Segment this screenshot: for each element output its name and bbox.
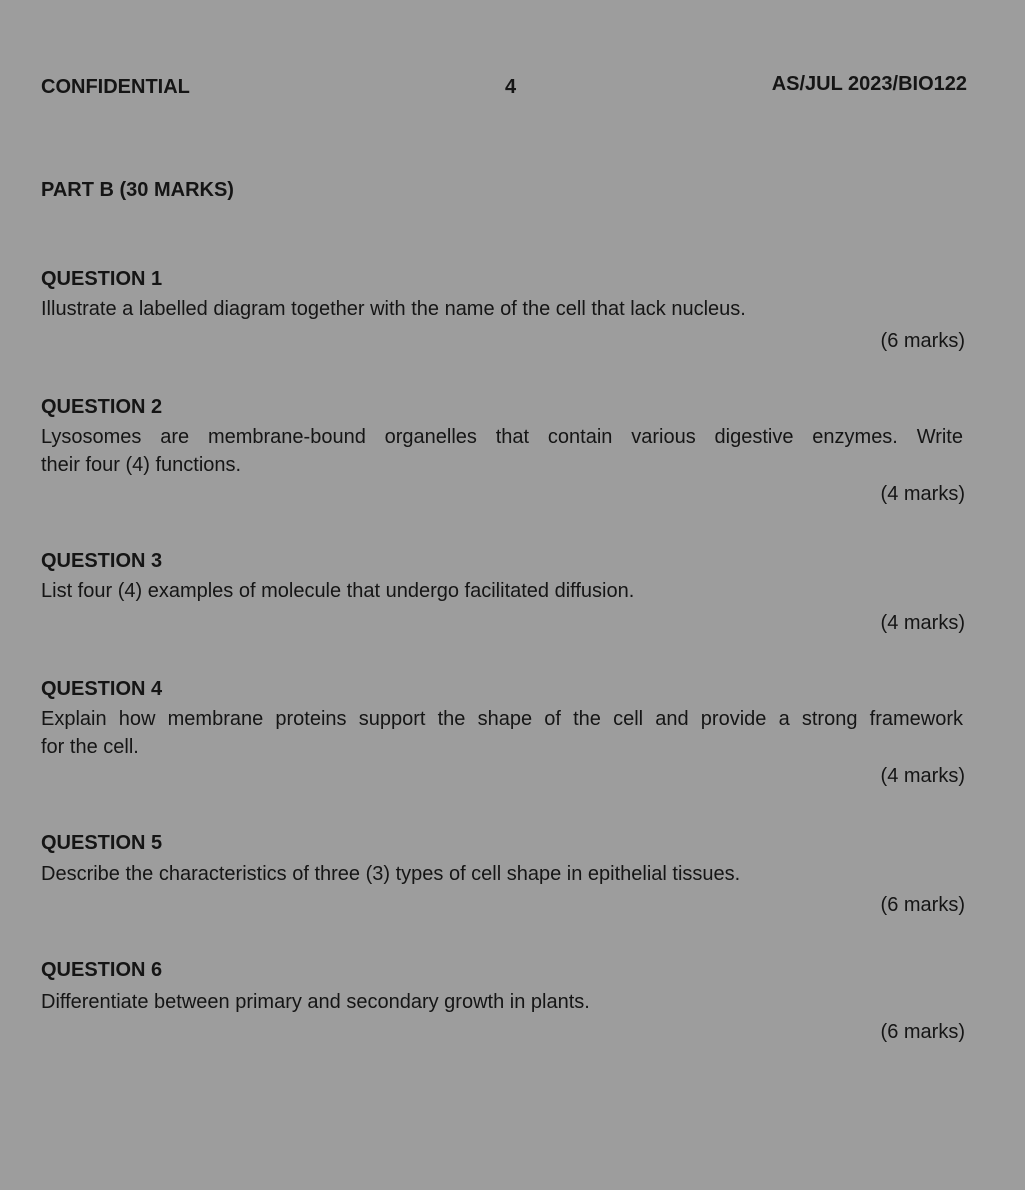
page-number: 4 <box>505 76 517 98</box>
question-text: Illustrate a labelled diagram together with the name of the cell that lack nucleus. <box>41 298 746 320</box>
question-heading: QUESTION 4 <box>41 678 163 700</box>
paper-code: AS/JUL 2023/BIO122 <box>771 73 967 95</box>
question-marks: (6 marks) <box>880 1021 965 1043</box>
question-text: List four (4) examples of molecule that undergo facilitated diffusion. <box>41 580 635 602</box>
question-marks: (4 marks) <box>880 765 965 787</box>
confidential-label: CONFIDENTIAL <box>41 76 190 98</box>
question-heading: QUESTION 5 <box>41 832 163 854</box>
part-title: PART B (30 MARKS) <box>41 179 234 201</box>
question-text: for the cell. <box>41 736 139 758</box>
question-text: Lysosomes are membrane-bound organelles that contain various digestive enzymes. Write <box>41 426 963 448</box>
question-marks: (6 marks) <box>880 330 965 352</box>
question-marks: (4 marks) <box>880 483 965 505</box>
question-text: their four (4) functions. <box>41 454 242 476</box>
question-text: Differentiate between primary and secondary growth in plants. <box>41 991 590 1013</box>
question-heading: QUESTION 6 <box>41 959 163 981</box>
question-heading: QUESTION 1 <box>41 268 163 290</box>
question-text: Explain how membrane proteins support the shape of the cell and provide a strong framework <box>41 708 963 730</box>
question-heading: QUESTION 3 <box>41 550 163 572</box>
question-marks: (6 marks) <box>880 894 965 916</box>
question-heading: QUESTION 2 <box>41 396 163 418</box>
question-text: Describe the characteristics of three (3) types of cell shape in epithelial tissues. <box>41 863 741 885</box>
question-marks: (4 marks) <box>880 612 965 634</box>
